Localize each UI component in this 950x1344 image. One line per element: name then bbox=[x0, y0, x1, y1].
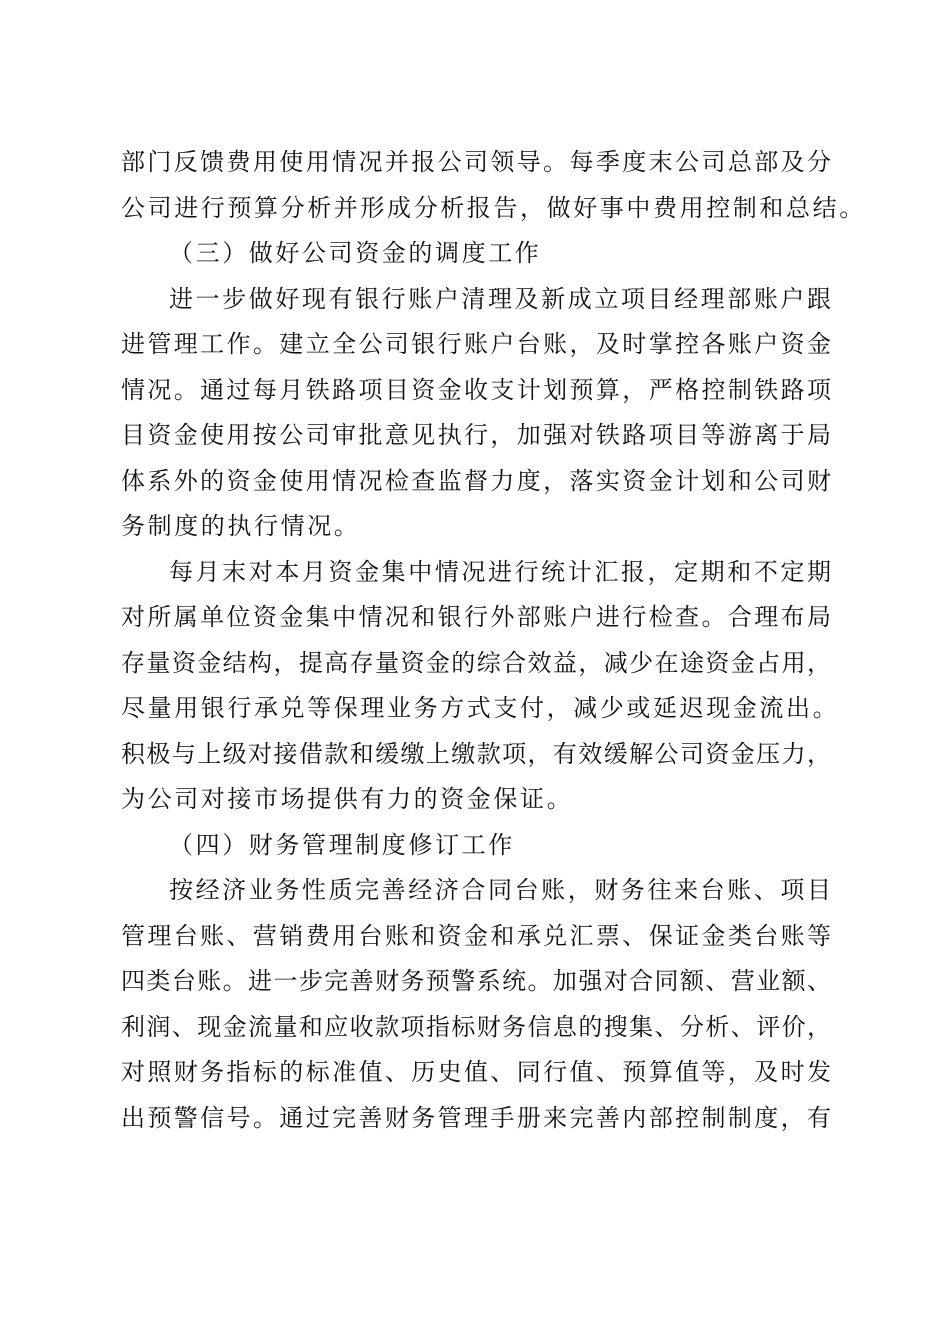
paragraph-line: 情况。通过每月铁路项目资金收支计划预算，严格控制铁路项 bbox=[121, 375, 831, 404]
paragraph-line: 存量资金结构，提高存量资金的综合效益，减少在途资金占用， bbox=[121, 648, 831, 677]
paragraph-line: 为公司对接市场提供有力的资金保证。 bbox=[121, 785, 574, 813]
document-body bbox=[121, 140, 866, 1141]
paragraph-line: 进管理工作。建立全公司银行账户台账，及时掌控各账户资金 bbox=[121, 330, 831, 358]
paragraph-line: 进一步做好现有银行账户清理及新成立项目经理部账户跟 bbox=[169, 284, 831, 313]
paragraph-line: 出预警信号。通过完善财务管理手册来完善内部控制制度，有 bbox=[121, 1103, 831, 1132]
paragraph-line: 对照财务指标的标准值、历史值、同行值、预算值等，及时发 bbox=[121, 1058, 831, 1086]
paragraph-line: 按经济业务性质完善经济合同台账，财务往来台账、项目 bbox=[169, 876, 831, 904]
paragraph-line: 部门反馈费用使用情况并报公司领导。每季度末公司总部及分 bbox=[121, 148, 831, 176]
paragraph-line: 体系外的资金使用情况检查监督力度，落实资金计划和公司财 bbox=[121, 466, 831, 495]
paragraph-line: 积极与上级对接借款和缓缴上缴款项，有效缓解公司资金压力， bbox=[121, 739, 831, 768]
paragraph-line: 公司进行预算分析并形成分析报告，做好事中费用控制和总结。 bbox=[121, 193, 866, 222]
paragraph-line: 管理台账、营销费用台账和资金和承兑汇票、保证金类台账等 bbox=[121, 921, 831, 950]
paragraph-line: 对所属单位资金集中情况和银行外部账户进行检查。合理布局 bbox=[121, 603, 831, 631]
paragraph-line: 每月末对本月资金集中情况进行统计汇报，定期和不定期 bbox=[169, 557, 831, 586]
paragraph-line: 目资金使用按公司审批意见执行，加强对铁路项目等游离于局 bbox=[121, 421, 831, 449]
paragraph-line: 尽量用银行承兑等保理业务方式支付，减少或延迟现金流出。 bbox=[121, 694, 840, 722]
section-heading: （三）做好公司资金的调度工作 bbox=[169, 239, 542, 267]
paragraph-line: 务制度的执行情况。 bbox=[121, 512, 361, 540]
paragraph-line: 利润、现金流量和应收款项指标财务信息的搜集、分析、评价， bbox=[121, 1012, 831, 1041]
paragraph-line: 四类台账。进一步完善财务预警系统。加强对合同额、营业额、 bbox=[121, 967, 831, 995]
section-heading: （四）财务管理制度修订工作 bbox=[169, 830, 515, 859]
